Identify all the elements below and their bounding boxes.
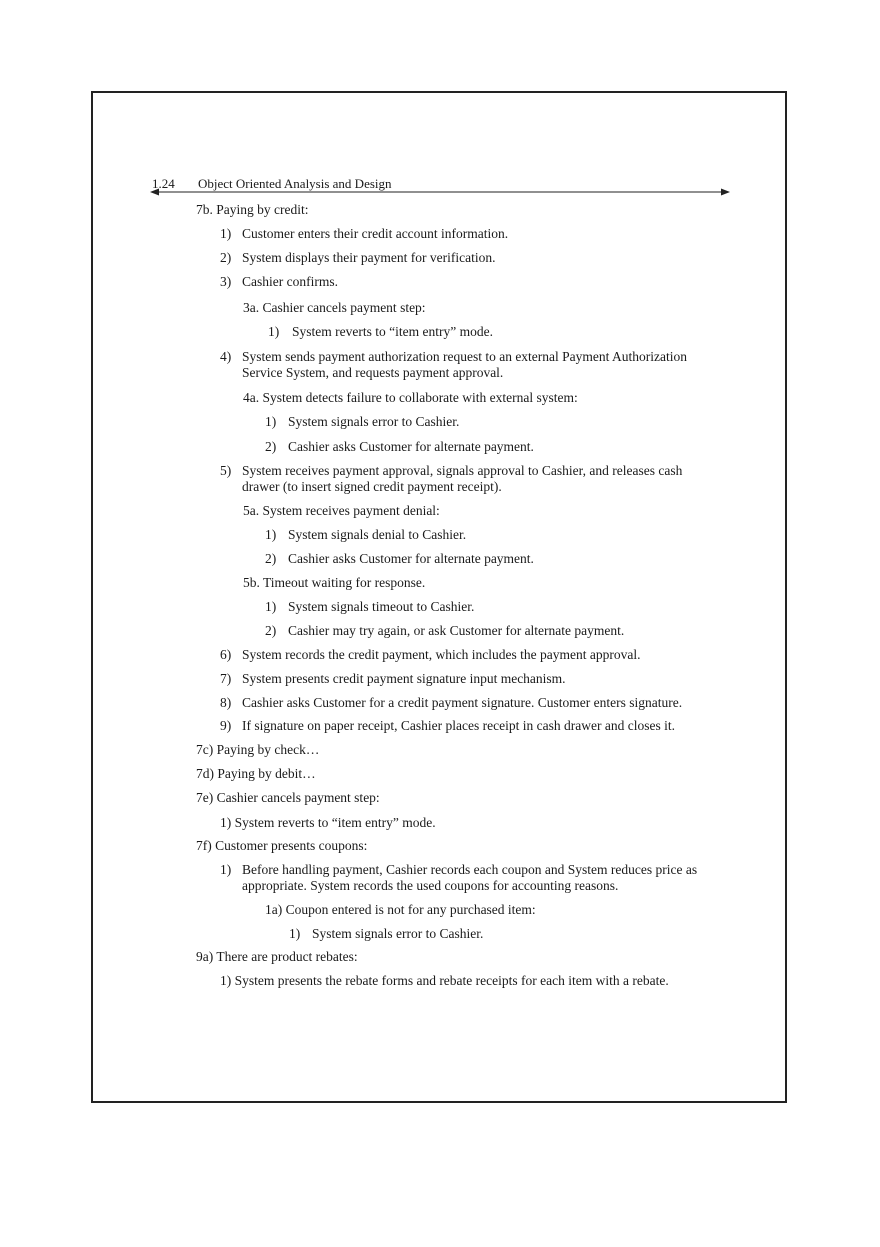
item-number: 1) [265,414,277,429]
item-number: 1) [220,862,232,877]
item-text-continuation: Service System, and requests payment approval. [242,365,504,380]
section-heading-9a: 9a) There are product rebates: [196,949,358,964]
section-heading-7f: 7f) Customer presents coupons: [196,838,368,853]
double-arrow-rule-icon [150,184,730,196]
item-text: System displays their payment for verification. [242,250,496,265]
section-heading-7d: 7d) Paying by debit… [196,766,316,781]
item-text: System sends payment authorization request to an external Payment Authorization [242,349,688,364]
item-number: 9) [220,718,232,733]
item-number: 1) [265,599,277,614]
item-number: 2) [220,250,232,265]
item-number: 6) [220,647,232,662]
item-number: 1) [220,226,232,241]
item-text: Cashier asks Customer for alternate payment. [288,551,534,566]
subsection-heading-3a: 3a. Cashier cancels payment step: [243,300,426,315]
item-text: System signals error to Cashier. [312,926,484,941]
item-number: 4) [220,349,232,364]
item-text: System presents credit payment signature input mechanism. [242,671,566,686]
item-number: 7) [220,671,232,686]
item-text: Cashier asks Customer for alternate payment. [288,439,534,454]
item-text: System reverts to “item entry” mode. [292,324,493,339]
item-text: If signature on paper receipt, Cashier places receipt in cash drawer and closes it. [242,718,675,733]
item-number: 5) [220,463,232,478]
subsection-heading-1a: 1a) Coupon entered is not for any purchased item: [265,902,536,917]
subsection-heading-4a: 4a. System detects failure to collaborate with external system: [243,390,578,405]
item-text-continuation: drawer (to insert signed credit payment receipt). [242,479,502,494]
item-text: Before handling payment, Cashier records each coupon and System reduces price as [242,862,698,877]
item-text: Cashier confirms. [242,274,338,289]
section-heading-7c: 7c) Paying by check… [196,742,320,757]
item-number: 2) [265,439,277,454]
item-text-continuation: appropriate. System records the used coupons for accounting reasons. [242,878,619,893]
item-number: 1) [268,324,280,339]
page-number: 1.24 [152,176,175,191]
item-text: Customer enters their credit account information. [242,226,509,241]
list-item: 1) System reverts to “item entry” mode. [220,815,436,830]
section-heading-7e: 7e) Cashier cancels payment step: [196,790,380,805]
subsection-heading-5a: 5a. System receives payment denial: [243,503,440,518]
item-text: System records the credit payment, which includes the payment approval. [242,647,641,662]
item-text: Cashier asks Customer for a credit payment signature. Customer enters signature. [242,695,683,710]
item-text: System signals timeout to Cashier. [288,599,475,614]
section-heading-7b: 7b. Paying by credit: [196,202,309,217]
item-number: 3) [220,274,232,289]
item-text: System receives payment approval, signals approval to Cashier, and releases cash [242,463,683,478]
item-number: 1) [265,527,277,542]
subsection-heading-5b: 5b. Timeout waiting for response. [243,575,426,590]
book-title: Object Oriented Analysis and Design [198,176,392,191]
item-text: Cashier may try again, or ask Customer for alternate payment. [288,623,625,638]
item-text: System signals denial to Cashier. [288,527,467,542]
item-number: 2) [265,623,277,638]
item-text: System signals error to Cashier. [288,414,460,429]
item-number: 2) [265,551,277,566]
list-item: 1) System presents the rebate forms and rebate receipts for each item with a rebate. [220,973,669,988]
item-number: 1) [289,926,301,941]
item-number: 8) [220,695,232,710]
running-header [150,175,730,197]
